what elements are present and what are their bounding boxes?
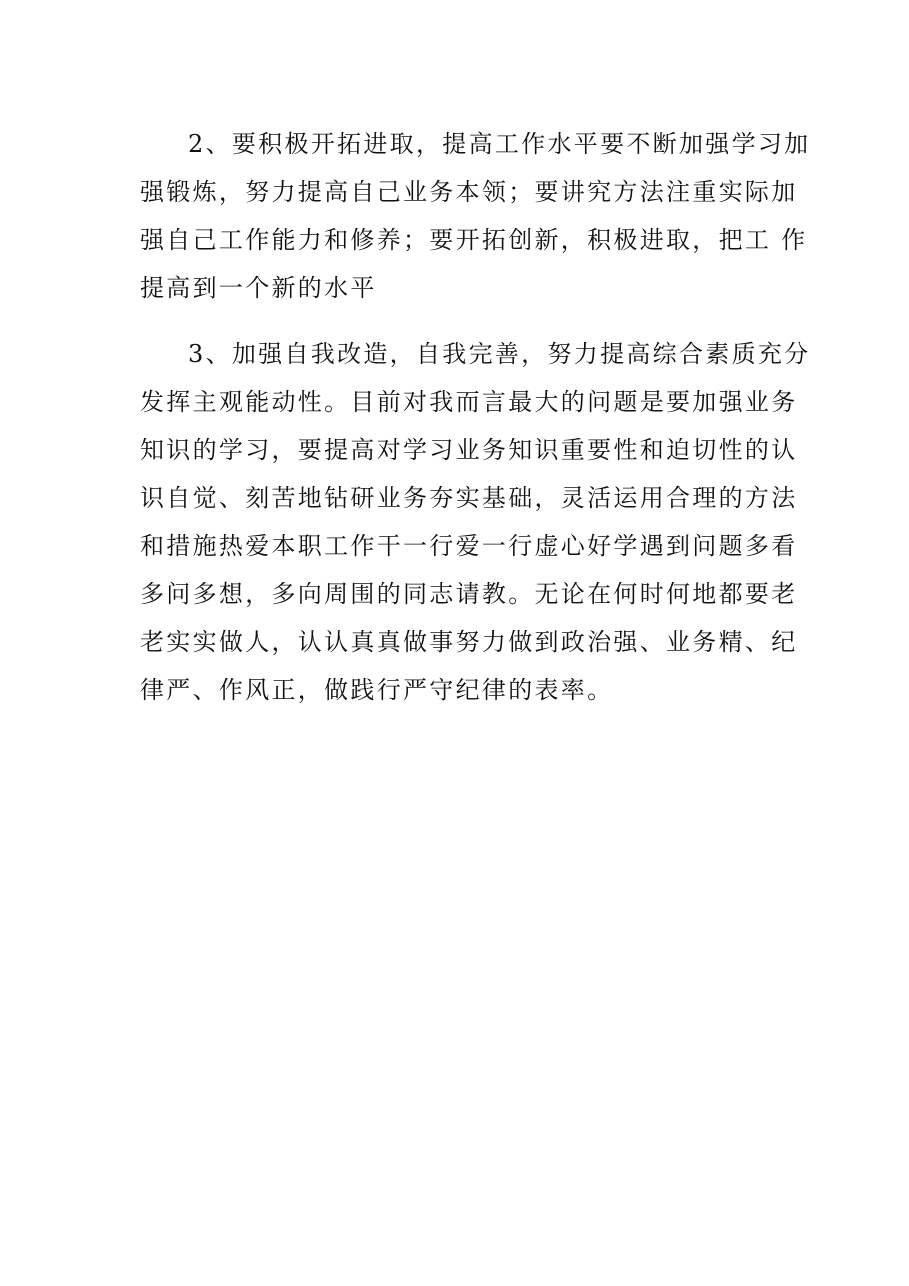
- paragraph-line: 提高到一个新的水平: [140, 274, 377, 302]
- paragraph-line: 多问多想，多向周围的同志请教。无论在何时何地都要老: [140, 580, 798, 608]
- paragraph-line: 2、要积极开拓进取，提高工作水平要不断加强学习加: [188, 130, 811, 158]
- paragraph-line: 老实实做人，认认真真做事努力做到政治强、业务精、纪: [140, 628, 798, 656]
- paragraph-item-2: [140, 120, 811, 312]
- paragraph-line: 发挥主观能动性。目前对我而言最大的问题是要加强业务: [140, 388, 798, 416]
- paragraph-line: 和措施热爱本职工作干一行爱一行虚心好学遇到问题多看: [140, 532, 798, 560]
- paragraph-item-3: [140, 330, 811, 714]
- paragraph-line: 强锻炼，努力提高自己业务本领；要讲究方法注重实际加: [140, 178, 798, 206]
- paragraph-line: 3、加强自我改造，自我完善，努力提高综合素质充分: [188, 340, 811, 368]
- paragraph-line: 知识的学习，要提高对学习业务知识重要性和迫切性的认: [140, 436, 798, 464]
- paragraph-line: 强自己工作能力和修养；要开拓创新，积极进取，把工 作: [140, 226, 808, 254]
- paragraph-line: 律严、作风正，做践行严守纪律的表率。: [140, 676, 614, 704]
- paragraph-line: 识自觉、刻苦地钻研业务夯实基础，灵活运用合理的方法: [140, 484, 798, 512]
